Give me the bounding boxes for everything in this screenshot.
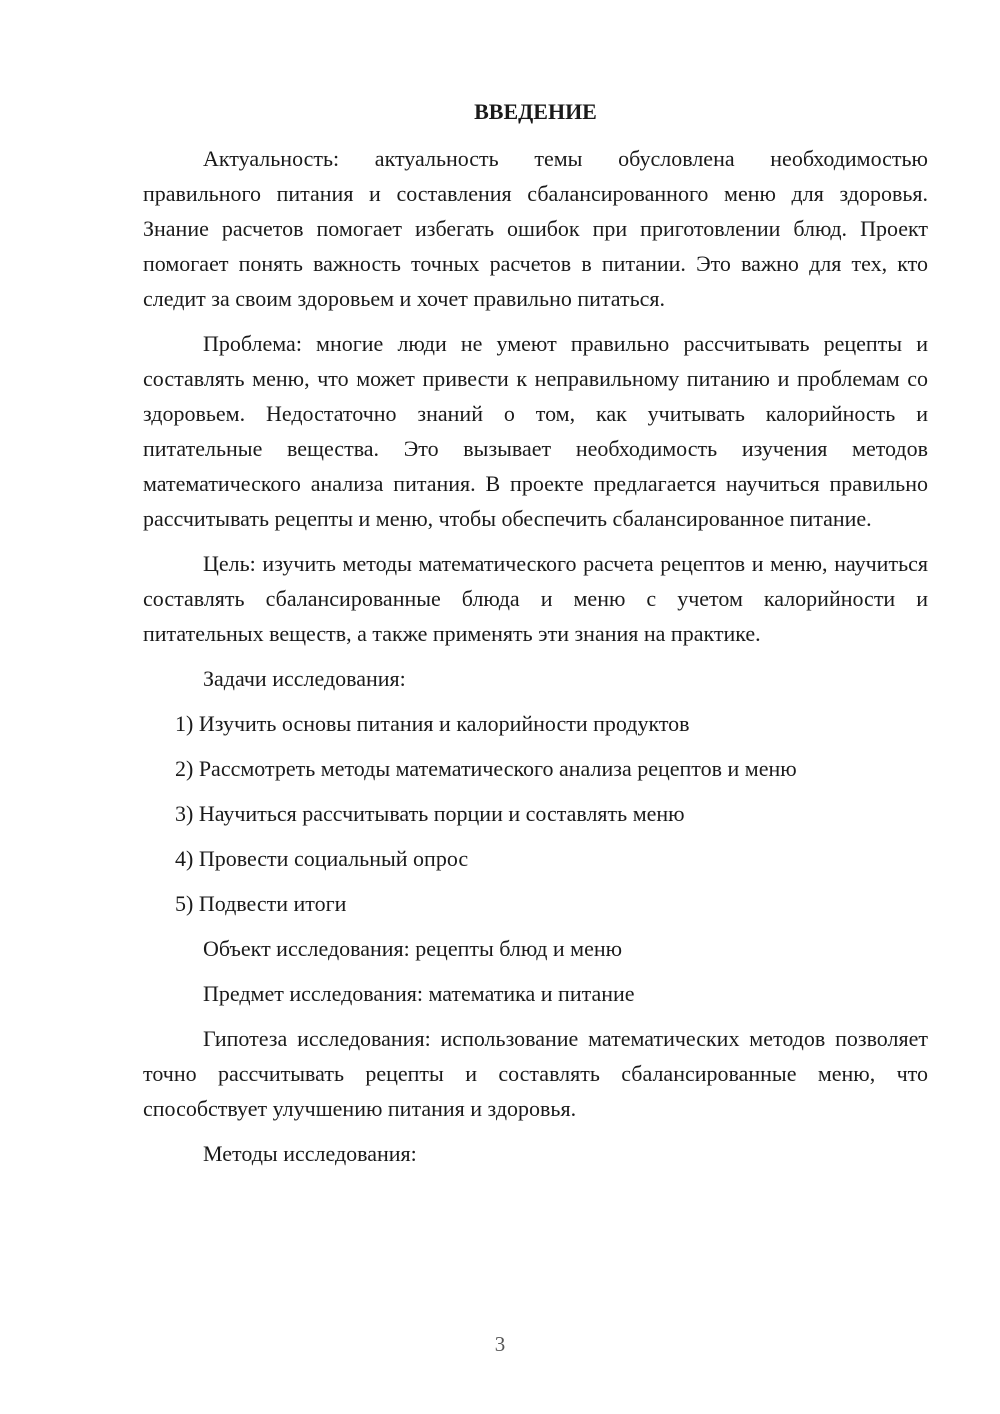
task-item: 2) Рассмотреть методы математического анализа рецептов и меню xyxy=(175,756,797,781)
problem-paragraph: Проблема: многие люди не умеют правильно рассчитывать рецепты и составлять меню, что может привести к неправильному питанию и проблемам со здоровьем. Недостаточно знаний о том, как учитывать калорийность и питательные вещества. Это вызывает необходимость изучения методов математического анализа питания. В проекте предлагается научиться правильно рассчитывать рецепты и меню, чтобы обеспечить сбалансированное питание. xyxy=(143,331,928,531)
section-title: ВВЕДЕНИЕ xyxy=(474,99,597,124)
hypothesis-paragraph: Гипотеза исследования: использование математических методов позволяет точно рассчитывать рецепты и составлять сбалансированные меню, что способствует улучшению питания и здоровья. xyxy=(143,1026,928,1121)
subject-line: Предмет исследования: математика и питание xyxy=(203,981,635,1006)
task-item: 3) Научиться рассчитывать порции и составлять меню xyxy=(175,801,685,826)
relevance-paragraph: Актуальность: актуальность темы обусловлена необходимостью правильного питания и составления сбалансированного меню для здоровья. Знание расчетов помогает избегать ошибок при приготовлении блюд. Проект помогает понять важность точных расчетов в питании. Это важно для тех, кто следит за своим здоровьем и хочет правильно питаться. xyxy=(143,146,928,311)
task-item: 5) Подвести итоги xyxy=(175,891,347,916)
tasks-heading: Задачи исследования: xyxy=(203,666,406,691)
task-item: 4) Провести социальный опрос xyxy=(175,846,469,871)
goal-paragraph: Цель: изучить методы математического расчета рецептов и меню, научиться составлять сбалансированные блюда и меню с учетом калорийности и питательных веществ, а также применять эти знания на практике. xyxy=(143,551,928,646)
page-content xyxy=(143,94,928,1181)
page-number: 3 xyxy=(494,1332,506,1356)
methods-heading: Методы исследования: xyxy=(203,1141,417,1166)
object-line: Объект исследования: рецепты блюд и меню xyxy=(203,936,623,961)
tasks-list xyxy=(143,706,928,921)
task-item: 1) Изучить основы питания и калорийности продуктов xyxy=(175,711,690,736)
